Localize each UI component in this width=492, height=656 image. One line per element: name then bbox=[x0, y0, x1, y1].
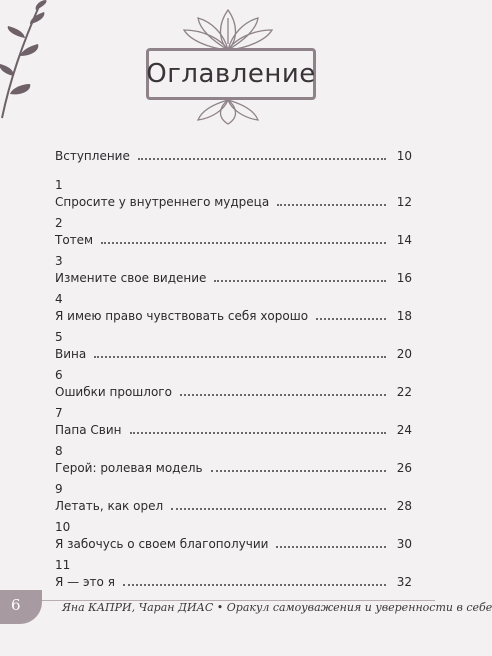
chapter-number: 4 bbox=[55, 292, 63, 306]
dot-leader bbox=[138, 158, 386, 160]
toc-entry bbox=[55, 253, 412, 291]
chapter-title: Ошибки прошлого bbox=[55, 385, 172, 399]
chapter-number: 1 bbox=[55, 178, 63, 192]
toc-entry bbox=[55, 519, 412, 557]
dot-leader bbox=[214, 280, 386, 282]
chapter-title: Я имею право чувствовать себя хорошо bbox=[55, 309, 309, 323]
toc-entry bbox=[55, 557, 412, 595]
toc-entry bbox=[55, 405, 412, 443]
dot-leader bbox=[171, 508, 386, 510]
toc-entry bbox=[55, 215, 412, 253]
chapter-number: 3 bbox=[55, 254, 63, 268]
chapter-title: Вина bbox=[55, 347, 87, 361]
chapter-number: 6 bbox=[55, 368, 63, 382]
chapter-number: 2 bbox=[55, 216, 63, 230]
chapter-page: 14 bbox=[396, 233, 412, 247]
chapter-title: Вступление bbox=[55, 149, 130, 163]
chapter-page: 32 bbox=[396, 575, 412, 589]
toc-entry bbox=[55, 147, 412, 177]
dot-leader bbox=[211, 470, 386, 472]
chapter-page: 30 bbox=[396, 537, 412, 551]
dot-leader bbox=[101, 242, 386, 244]
toc-entry bbox=[55, 481, 412, 519]
chapter-page: 18 bbox=[396, 309, 412, 323]
toc-entry bbox=[55, 291, 412, 329]
chapter-page: 20 bbox=[396, 347, 412, 361]
chapter-title: Спросите у внутреннего мудреца bbox=[55, 195, 270, 209]
page-title: Оглавление bbox=[146, 59, 316, 89]
chapter-page: 24 bbox=[396, 423, 412, 437]
chapter-title: Я — это я bbox=[55, 575, 115, 589]
chapter-number: 10 bbox=[55, 520, 71, 534]
chapter-number: 11 bbox=[55, 558, 71, 572]
chapter-page: 28 bbox=[396, 499, 412, 513]
dot-leader bbox=[123, 584, 386, 586]
toc-entry bbox=[55, 367, 412, 405]
page-number-badge bbox=[0, 590, 42, 624]
page-number: 6 bbox=[11, 596, 21, 614]
toc-entry bbox=[55, 329, 412, 367]
dot-leader bbox=[180, 394, 386, 396]
chapter-title: Папа Свин bbox=[55, 423, 122, 437]
chapter-number: 9 bbox=[55, 482, 63, 496]
dot-leader bbox=[316, 318, 386, 320]
dot-leader bbox=[130, 432, 387, 434]
chapter-title: Тотем bbox=[55, 233, 94, 247]
chapter-page: 10 bbox=[396, 149, 412, 163]
chapter-title: Измените свое видение bbox=[55, 271, 207, 285]
chapter-title: Герой: ролевая модель bbox=[55, 461, 203, 475]
footer-text: Яна КАПРИ, Чаран ДИАС • Оракул самоуважения и уверенности в себе bbox=[62, 601, 492, 614]
chapter-title: Я забочусь о своем благополучии bbox=[55, 537, 269, 551]
chapter-page: 16 bbox=[396, 271, 412, 285]
title-frame bbox=[146, 48, 316, 100]
table-of-contents bbox=[55, 147, 412, 595]
toc-entry bbox=[55, 443, 412, 481]
leaf-branch-icon bbox=[0, 0, 50, 120]
chapter-page: 22 bbox=[396, 385, 412, 399]
dot-leader bbox=[276, 546, 386, 548]
chapter-number: 8 bbox=[55, 444, 63, 458]
chapter-title: Летать, как орел bbox=[55, 499, 164, 513]
chapter-number: 7 bbox=[55, 406, 63, 420]
toc-entry bbox=[55, 177, 412, 215]
chapter-page: 26 bbox=[396, 461, 412, 475]
chapter-page: 12 bbox=[396, 195, 412, 209]
dot-leader bbox=[94, 356, 386, 358]
chapter-number: 5 bbox=[55, 330, 63, 344]
dot-leader bbox=[277, 204, 386, 206]
